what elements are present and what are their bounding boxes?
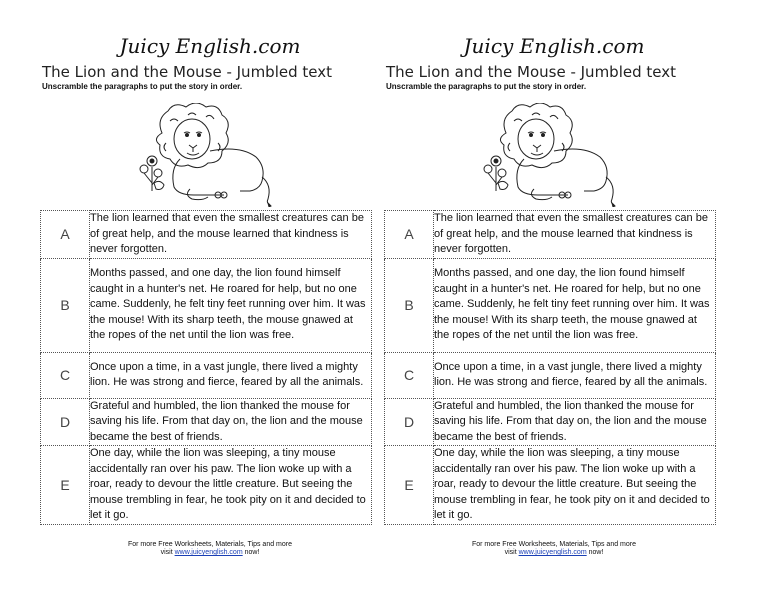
footer-line: For more Free Worksheets, Materials, Tips and more <box>127 541 293 548</box>
website-link[interactable]: www.juicyenglish.com <box>174 549 243 556</box>
brand-logo: Juicy English.com <box>119 34 301 58</box>
row-paragraph: The lion learned that even the smallest creatures can be of great help, and the mouse learned that kindness is never forgotten. <box>90 211 372 259</box>
instructions: Unscramble the paragraphs to put the story in order. <box>42 82 243 91</box>
table-row <box>41 352 372 398</box>
row-paragraph: The lion learned that even the smallest creatures can be of great help, and the mouse learned that kindness is never forgotten. <box>434 211 716 259</box>
row-letter: D <box>385 398 434 446</box>
table-row <box>385 258 716 352</box>
story-table <box>40 210 372 525</box>
row-letter: A <box>385 211 434 259</box>
row-letter: E <box>385 446 434 525</box>
row-paragraph: One day, while the lion was sleeping, a tiny mouse accidentally ran over his paw. The lion woke up with a roar, ready to devour the little creature. But seeing the mouse trembling in fear, he took pity on it and decided to let it go. <box>90 446 372 525</box>
website-link[interactable]: www.juicyenglish.com <box>518 549 587 556</box>
footer-visit-text: visit <box>160 549 175 556</box>
footer-after-text: now! <box>242 549 260 556</box>
table-row <box>385 352 716 398</box>
worksheet-title: The Lion and the Mouse - Jumbled text <box>42 63 332 81</box>
instructions: Unscramble the paragraphs to put the story in order. <box>386 82 587 91</box>
table-row <box>41 398 372 446</box>
table-row <box>41 258 372 352</box>
row-paragraph: Once upon a time, in a vast jungle, there lived a mighty lion. He was strong and fierce, feared by all the animals. <box>90 352 372 398</box>
row-letter: E <box>41 446 90 525</box>
row-letter: B <box>385 258 434 352</box>
row-letter: B <box>41 258 90 352</box>
row-paragraph: One day, while the lion was sleeping, a tiny mouse accidentally ran over his paw. The lion woke up with a roar, ready to devour the little creature. But seeing the mouse trembling in fear, he took pity on it and decided to let it go. <box>434 446 716 525</box>
lion-with-mouse-illustration <box>474 103 624 207</box>
table-row <box>385 398 716 446</box>
footer <box>40 541 380 557</box>
table-row <box>385 211 716 259</box>
row-paragraph: Grateful and humbled, the lion thanked the mouse for saving his life. From that day on, the lion and the mouse became the best of friends. <box>90 398 372 446</box>
worksheet-title: The Lion and the Mouse - Jumbled text <box>386 63 676 81</box>
footer-visit-text: visit <box>504 549 519 556</box>
row-letter: D <box>41 398 90 446</box>
row-paragraph: Months passed, and one day, the lion found himself caught in a hunter's net. He roared for help, but no one came. Suddenly, he felt tiny feet running over him. It was the mouse! With its sharp teeth, the mouse gnawed at the ropes of the net until the lion was free. <box>90 258 372 352</box>
row-letter: C <box>385 352 434 398</box>
row-letter: A <box>41 211 90 259</box>
row-paragraph: Grateful and humbled, the lion thanked the mouse for saving his life. From that day on, the lion and the mouse became the best of friends. <box>434 398 716 446</box>
row-letter: C <box>41 352 90 398</box>
footer-visit-line <box>384 549 724 557</box>
lion-with-mouse-illustration <box>130 103 280 207</box>
row-paragraph: Once upon a time, in a vast jungle, there lived a mighty lion. He was strong and fierce, feared by all the animals. <box>434 352 716 398</box>
table-row <box>41 211 372 259</box>
footer-line: For more Free Worksheets, Materials, Tips and more <box>471 541 637 548</box>
row-paragraph: Months passed, and one day, the lion found himself caught in a hunter's net. He roared for help, but no one came. Suddenly, he felt tiny feet running over him. It was the mouse! With its sharp teeth, the mouse gnawed at the ropes of the net until the lion was free. <box>434 258 716 352</box>
story-table <box>384 210 716 525</box>
footer <box>384 541 724 557</box>
table-row <box>385 446 716 525</box>
footer-visit-line <box>40 549 380 557</box>
brand-logo: Juicy English.com <box>463 34 645 58</box>
table-row <box>41 446 372 525</box>
footer-after-text: now! <box>586 549 604 556</box>
